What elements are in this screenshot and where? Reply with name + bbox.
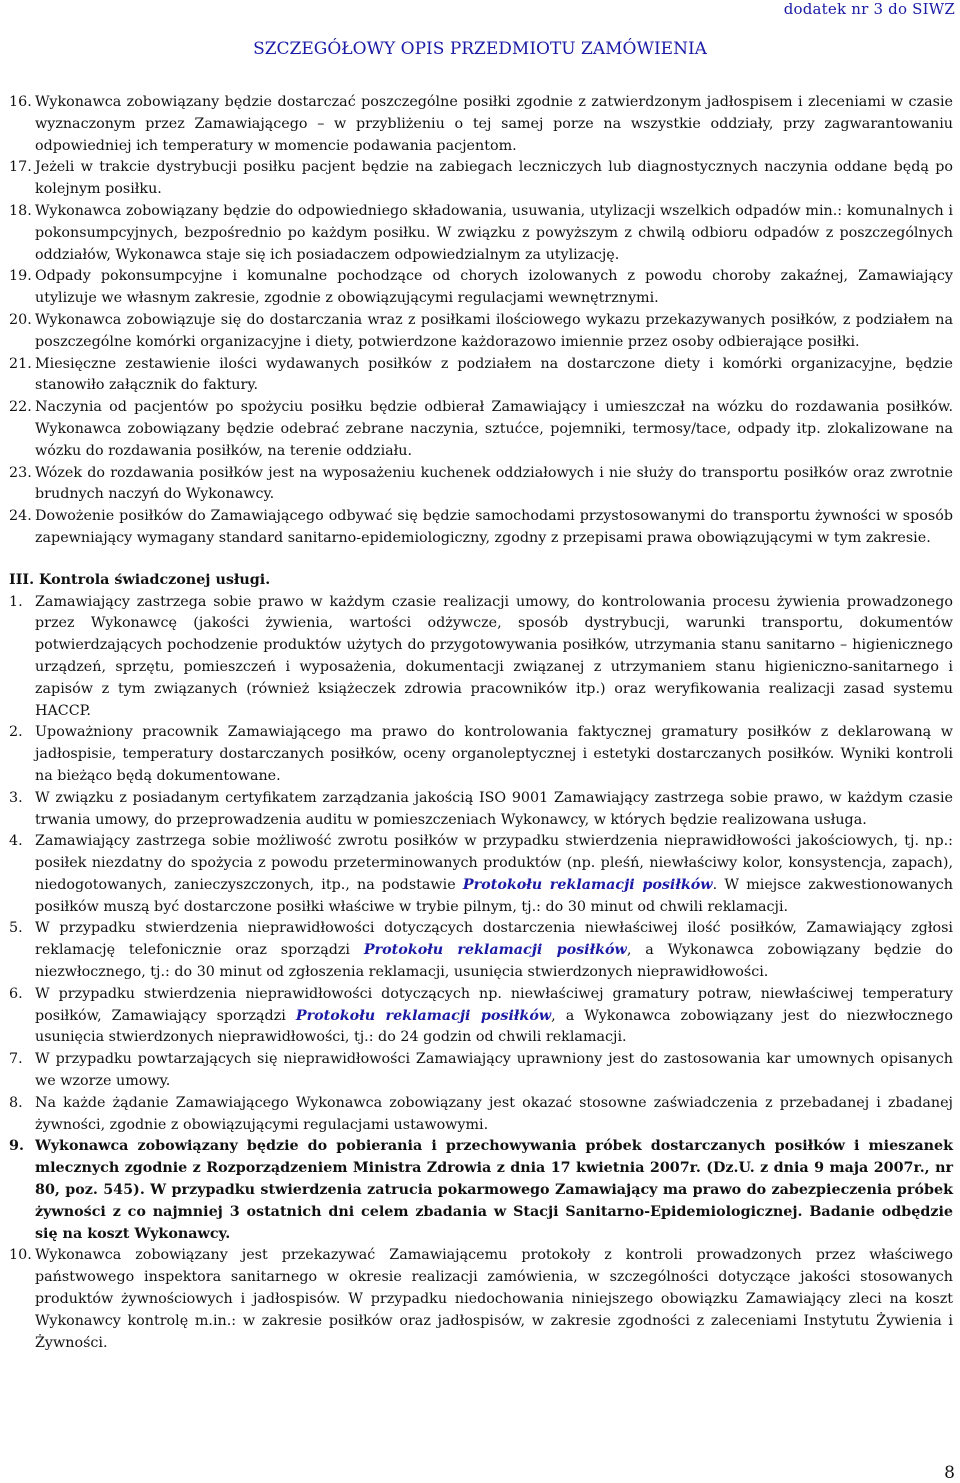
item-text: Upoważniony pracownik Zamawiającego ma prawo do kontrolowania faktycznej gramatury posiłków z deklarowaną w jadłospisie, temperatury dostarczanych posiłków, oceny organoleptycznej i estetyki dostarczanych posiłków. Wyniki kontroli na bieżąco będą dokumentowane. [35, 724, 953, 784]
item-number: 5. [9, 920, 23, 937]
item-text: Na każde żądanie Zamawiającego Wykonawca zobowiązany jest okazać stosowne zaświadczenia z przebadanej i zbadanej żywności, zgodnie z obowiązującymi regulacjami ustawowymi. [35, 1094, 953, 1133]
item-number: 18. [9, 202, 32, 219]
item-text: Miesięczne zestawienie ilości wydawanych posiłków z podziałem na dostarczone diety i komórki organizacyjne, będzie stanowiło załącznik do faktury. [35, 355, 953, 394]
item-number: 10. [9, 1247, 32, 1264]
annex-label: dodatek nr 3 do SIWZ [783, 0, 955, 18]
item-text-part: Zamawiający zastrzega sobie możliwość zwrotu posiłków w przypadku stwierdzenia nieprawidłowości jakościowych, tj. np.: posiłek niezdatny do spożycia z powodu przeterminowanych produktów (np. pleśń, niewłaściwy kolor, konsystencja, zapach), niedogotowanych, zanieczyszczonych, itp., na podstawie [35, 833, 953, 893]
item-number: 16. [9, 94, 32, 110]
item-text: Zamawiający zastrzega sobie prawo w każdym czasie realizacji umowy, do kontrolowania procesu żywienia prowadzonego przez Wykonawcę (jakości żywienia, wartości odżywcze, sposób dystrybucji, warunki transportu, dokumentów potwierdzających pochodzenie produktów użytych do przygotowywania posiłków, utrzymania stanu sanitarno – higienicznego urządzeń, sprzętu, pomieszczeń i wyposażenia, dokumentacji związanej z utrzymaniem stanu higieniczno-sanitarnego i zapisów z tym związanych (również książeczek zdrowia pracowników itp.) oraz weryfikowania realizacji zasad systemu HACCP. [35, 593, 953, 719]
section-heading: III. Kontrola świadczonej usługi. [9, 571, 271, 588]
list-item [9, 201, 953, 266]
item-text: Jeżeli w trakcie dystrybucji posiłku pacjent będzie na zabiegach leczniczych lub diagnostycznych naczynia oddane będą po kolejnym posiłku. [35, 159, 953, 198]
list-item [9, 831, 953, 918]
item-text: W związku z posiadanym certyfikatem zarządzania jakością ISO 9001 Zamawiający zastrzega sobie prawo, w każdym czasie trwania umowy, do przeprowadzenia auditu w pomieszczeniach Wykonawcy, w których będzie realizowana usługa. [35, 789, 953, 828]
list-item [9, 592, 953, 723]
item-number: 24. [9, 508, 32, 525]
item-number: 1. [9, 593, 23, 610]
document-body [9, 92, 953, 1354]
item-number: 7. [9, 1051, 23, 1068]
item-text [35, 918, 953, 983]
item-text [35, 984, 953, 1049]
list-item [9, 1136, 953, 1245]
list-item [9, 92, 953, 157]
item-text-part: , a Wykonawca zobowiązany będzie do niezwłocznego, tj.: do 30 minut od zgłoszenia reklamacji, usunięcia stwierdzonych nieprawidłowości. [35, 942, 953, 981]
page-title: SZCZEGÓŁOWY OPIS PRZEDMIOTU ZAMÓWIENIA [253, 39, 707, 59]
list-item [9, 354, 953, 398]
item-text: Wykonawca zobowiązany będzie dostarczać poszczególne posiłki zgodnie z zatwierdzonym jadłospisem i zleceniami w czasie wyznaczonym przez Zamawiającego – w przybliżeniu o tej samej porze na wszystkie oddziały, przy zagwarantowaniu odpowiedniej ich temperatury w momencie podawania pacjentom. [35, 94, 953, 154]
list-item [9, 722, 953, 787]
list-item [9, 1093, 953, 1137]
item-number: 2. [9, 724, 23, 741]
list-item [9, 157, 953, 201]
list-item [9, 1049, 953, 1093]
list-item [9, 310, 953, 354]
item-number: 4. [9, 833, 23, 850]
item-text: Wykonawca zobowiązuje się do dostarczania wraz z posiłkami ilościowego wykazu przekazywanych posiłków, z podziałem na poszczególne komórki organizacyjne i diety, potwierdzone każdorazowo imiennie przez osoby odbierające posiłki. [35, 311, 953, 350]
item-text: Wykonawca zobowiązany będzie do odpowiedniego składowania, usuwania, utylizacji wszelkich odpadów min.: komunalnych i pokonsumpcyjnych, bezpośrednio po każdym posiłku. W związku z powyższym z chwilą odbioru odpadów z poszczególnych oddziałów, Wykonawca staje się ich posiadaczem odpowiedzialnym za utylizację. [35, 202, 953, 263]
item-number: 6. [9, 985, 23, 1002]
item-number: 8. [9, 1094, 23, 1111]
item-list [9, 92, 953, 550]
item-text: Wykonawca zobowiązany jest przekazywać Zamawiającemu protokoły z kontroli prowadzonych przez właściwego państwowego inspektora sanitarnego w okresie realizacji zamówienia, w szczególności dotyczące jakości stosowanych produktów żywnościowych i jadłospisów. W przypadku niedochowania niniejszego obowiązku Zamawiający zleci na koszt Wykonawcy kontrolę m.in.: w zakresie posiłków oraz jadłospisów, w zakresie zgodności z zaleceniami Instytutu Żywienia i Żywności. [35, 1247, 953, 1351]
complaint-protocol-link[interactable]: Protokołu reklamacji posiłków [363, 942, 627, 959]
list-item [9, 1245, 953, 1354]
item-text [35, 831, 953, 918]
item-text: Dowożenie posiłków do Zamawiającego odbywać się będzie samochodami przystosowanymi do transportu żywności w sposób zapewniający wymagany standard sanitarno-epidemiologiczny, zgodny z przepisami prawa obowiązującymi w tym zakresie. [35, 508, 953, 546]
page-number: 8 [944, 1463, 955, 1483]
item-number: 19. [9, 268, 32, 285]
list-item [9, 266, 953, 310]
item-number: 9. [9, 1138, 24, 1155]
item-number: 3. [9, 789, 23, 806]
item-text: W przypadku powtarzających się nieprawidłowości Zamawiający uprawniony jest do zastosowania kar umownych opisanych we wzorze umowy. [35, 1051, 953, 1090]
item-text: Odpady pokonsumpcyjne i komunalne pochodzące od chorych izolowanych z powodu choroby zakaźnej, Zamawiający utylizuje we własnym zakresie, zgodnie z obowiązującymi regulacjami wewnętrznymi. [35, 268, 953, 307]
list-item [9, 918, 953, 983]
complaint-protocol-link[interactable]: Protokołu reklamacji posiłków [462, 876, 713, 893]
item-number: 17. [9, 159, 32, 176]
item-text: Naczynia od pacjentów po spożyciu posiłku będzie odbierał Zamawiający i umieszczał na wózku do rozdawania posiłków. Wykonawca zobowiązany będzie odebrać zebrane naczynia, sztućce, pojemniki, termosy/tace, odpady itp. zlokalizowane na wózku do rozdawania posiłków, na terenie oddziału. [35, 399, 953, 459]
item-number: 21. [9, 355, 32, 372]
complaint-protocol-link[interactable]: Protokołu reklamacji posiłków [295, 1007, 552, 1024]
item-text-part: W przypadku stwierdzenia nieprawidłowości dotyczących dostarczenia niewłaściwej ilość posiłków, Zamawiający zgłosi reklamację telefonicznie oraz sporządzi [35, 920, 953, 959]
item-text: Wykonawca zobowiązany będzie do pobierania i przechowywania próbek dostarczanych posiłków i mieszanek mlecznych zgodnie z Rozporządzeniem Ministra Zdrowia z dnia 17 kwietnia 2007r. (Dz.U. z dnia 9 maja 2007r., nr 80, poz. 545). W przypadku stwierdzenia zatrucia pokarmowego Zamawiający ma prawo do zabezpieczenia próbek żywności z co najmniej 3 ostatnich dni celem zbadania w Stacji Sanitarno-Epidemiologicznej. Badanie odbędzie się na koszt Wykonawcy. [35, 1138, 953, 1242]
list-item [9, 788, 953, 832]
list-item [9, 506, 953, 550]
item-text-part: , a Wykonawca zobowiązany jest do niezwłocznego usunięcia stwierdzonych nieprawidłowości, tj.: do 24 godzin od chwili reklamacji. [35, 1007, 953, 1046]
item-number: 23. [9, 464, 32, 481]
item-text-part: . W miejsce zakwestionowanych posiłków muszą być dostarczone posiłki właściwe w trybie pilnym, tj.: do 30 minut od chwili reklamacji. [35, 876, 953, 915]
list-item [9, 397, 953, 462]
list-item [9, 984, 953, 1049]
item-text: Wózek do rozdawania posiłków jest na wyposażeniu kuchenek oddziałowych i nie służy do transportu posiłków oraz zwrotnie brudnych naczyń do Wykonawcy. [35, 464, 953, 503]
item-text-part: W przypadku stwierdzenia nieprawidłowości dotyczących np. niewłaściwej gramatury potraw, niewłaściwej temperatury posiłków, Zamawiający sporządzi [35, 985, 953, 1024]
item-number: 20. [9, 311, 32, 328]
list-item [9, 463, 953, 507]
item-number: 22. [9, 399, 32, 416]
